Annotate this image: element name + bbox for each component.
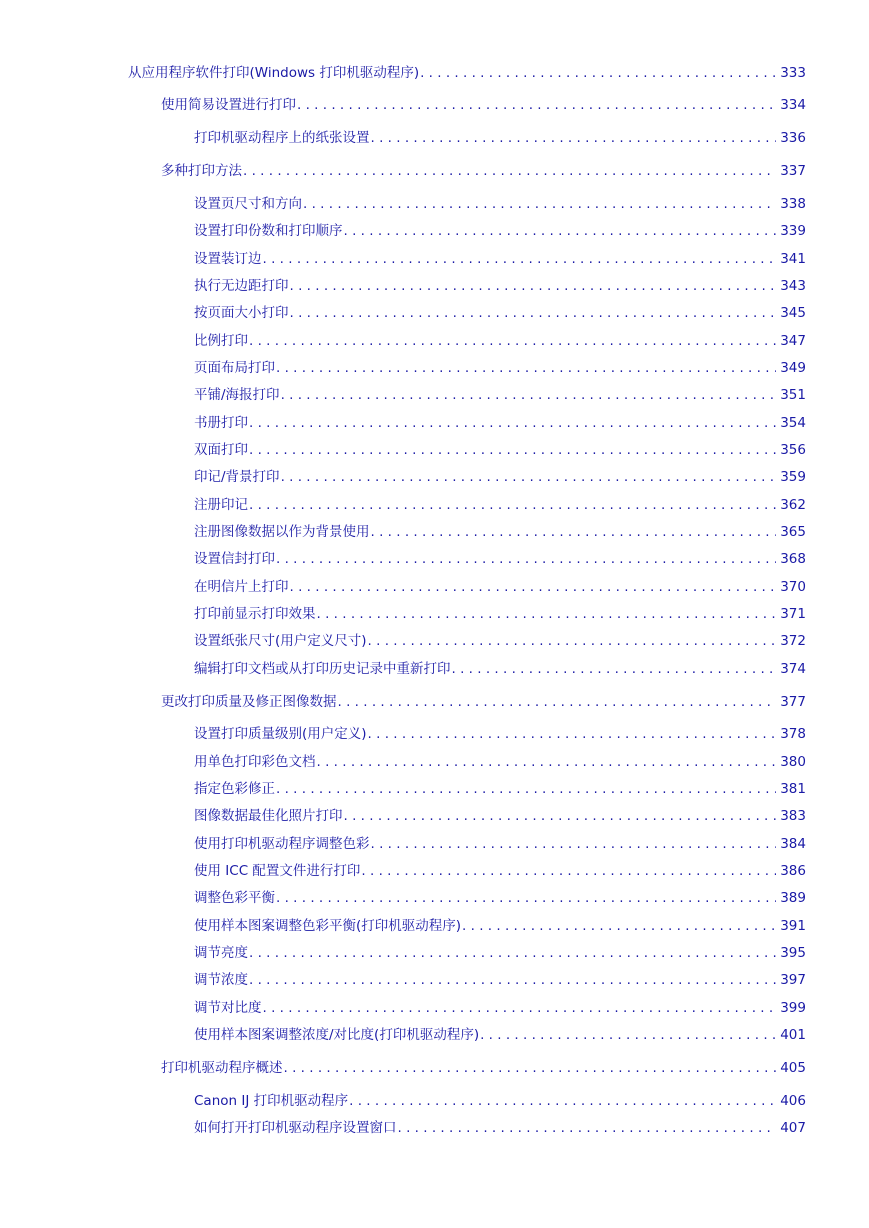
toc-entry-title: 从应用程序软件打印(Windows 打印机驱动程序): [128, 65, 420, 81]
toc-leader-dots: [349, 1092, 776, 1110]
toc-entry-page-number: 359: [780, 469, 806, 485]
toc-entry[interactable]: [194, 917, 806, 935]
toc-leader-dots: [290, 304, 777, 322]
toc-entry[interactable]: [194, 414, 806, 432]
toc-leader-dots: [371, 835, 777, 853]
toc-entry-page-number: 389: [780, 890, 806, 906]
toc-entry[interactable]: [194, 359, 806, 377]
toc-entry[interactable]: [194, 1026, 806, 1044]
toc-leader-dots: [290, 578, 777, 596]
toc-entry[interactable]: [194, 578, 806, 596]
toc-entry[interactable]: [161, 96, 806, 114]
toc-leader-dots: [276, 550, 776, 568]
toc-entry-page-number: 401: [780, 1027, 806, 1043]
toc-entry-page-number: 351: [780, 387, 806, 403]
toc-entry-title: 使用样本图案调整浓度/对比度(打印机驱动程序): [194, 1027, 480, 1043]
toc-leader-dots: [263, 250, 777, 268]
toc-entry-page-number: 345: [780, 305, 806, 321]
toc-entry[interactable]: [194, 332, 806, 350]
toc-leader-dots: [317, 605, 777, 623]
toc-entry-page-number: 339: [780, 223, 806, 239]
toc-entry[interactable]: [194, 753, 806, 771]
toc-entry-page-number: 374: [780, 661, 806, 677]
toc-entry[interactable]: [161, 162, 806, 180]
toc-entry-title: 设置纸张尺寸(用户定义尺寸): [194, 633, 367, 649]
toc-entry-title: 印记/背景打印: [194, 469, 280, 485]
toc-entry-title: 使用样本图案调整色彩平衡(打印机驱动程序): [194, 918, 462, 934]
toc-leader-dots: [281, 386, 776, 404]
toc-entry-page-number: 386: [780, 863, 806, 879]
toc-entry-page-number: 380: [780, 754, 806, 770]
toc-leader-dots: [462, 917, 776, 935]
toc-entry[interactable]: [194, 222, 806, 240]
toc-entry-page-number: 378: [780, 726, 806, 742]
toc-entry-title: 打印机驱动程序概述: [161, 1060, 283, 1076]
toc-entry-title: 指定色彩修正: [194, 781, 275, 797]
toc-entry-page-number: 399: [780, 1000, 806, 1016]
toc-leader-dots: [480, 1026, 776, 1044]
toc-entry[interactable]: [194, 386, 806, 404]
toc-entry-title: 执行无边距打印: [194, 278, 289, 294]
toc-leader-dots: [317, 753, 777, 771]
toc-entry-title: 编辑打印文档或从打印历史记录中重新打印: [194, 661, 451, 677]
toc-entry[interactable]: [194, 605, 806, 623]
toc-entry[interactable]: [194, 250, 806, 268]
toc-entry[interactable]: [194, 1092, 806, 1110]
toc-leader-dots: [284, 1059, 777, 1077]
toc-entry[interactable]: [194, 660, 806, 678]
toc-leader-dots: [249, 944, 776, 962]
toc-leader-dots: [276, 889, 776, 907]
toc-entry[interactable]: [194, 780, 806, 798]
toc-entry-page-number: 406: [780, 1093, 806, 1109]
toc-leader-dots: [276, 359, 776, 377]
toc-entry-title: 更改打印质量及修正图像数据: [161, 694, 337, 710]
toc-entry-page-number: 377: [780, 694, 806, 710]
toc-entry-page-number: 338: [780, 196, 806, 212]
toc-leader-dots: [249, 414, 776, 432]
toc-entry-title: 调节浓度: [194, 972, 248, 988]
toc-entry-title: 比例打印: [194, 333, 248, 349]
toc-entry-page-number: 341: [780, 251, 806, 267]
toc-leader-dots: [344, 807, 777, 825]
toc-entry-page-number: 349: [780, 360, 806, 376]
toc-leader-dots: [361, 862, 776, 880]
toc-entry-page-number: 384: [780, 836, 806, 852]
toc-entry-page-number: 368: [780, 551, 806, 567]
toc-entry-title: 设置打印质量级别(用户定义): [194, 726, 367, 742]
toc-entry-title: 双面打印: [194, 442, 248, 458]
toc-entry-page-number: 397: [780, 972, 806, 988]
toc-entry-page-number: 347: [780, 333, 806, 349]
toc-leader-dots: [371, 129, 777, 147]
toc-entry-page-number: 362: [780, 497, 806, 513]
toc-entry[interactable]: [194, 807, 806, 825]
toc-entry-page-number: 405: [780, 1060, 806, 1076]
toc-entry-title: Canon IJ 打印机驱动程序: [194, 1093, 349, 1109]
toc-entry[interactable]: [194, 195, 806, 213]
toc-entry[interactable]: [194, 277, 806, 295]
toc-leader-dots: [276, 780, 776, 798]
toc-leader-dots: [338, 693, 777, 711]
toc-entry-title: 打印前显示打印效果: [194, 606, 316, 622]
toc-entry[interactable]: [194, 129, 806, 147]
toc-entry-title: 平铺/海报打印: [194, 387, 280, 403]
toc-entry[interactable]: [194, 523, 806, 541]
toc-entry[interactable]: [161, 1059, 806, 1077]
toc-entry-title: 注册图像数据以作为背景使用: [194, 524, 370, 540]
toc-entry[interactable]: [194, 944, 806, 962]
toc-leader-dots: [249, 441, 776, 459]
toc-entry-page-number: 383: [780, 808, 806, 824]
toc-leader-dots: [249, 332, 776, 350]
toc-entry-title: 设置信封打印: [194, 551, 275, 567]
toc-entry-page-number: 343: [780, 278, 806, 294]
toc-entry[interactable]: [194, 632, 806, 650]
toc-entry-page-number: 391: [780, 918, 806, 934]
toc-leader-dots: [249, 971, 776, 989]
toc-entry-page-number: 407: [780, 1120, 806, 1136]
toc-leader-dots: [281, 468, 776, 486]
toc-leader-dots: [303, 195, 776, 213]
toc-entry-page-number: 334: [780, 97, 806, 113]
toc-entry-page-number: 381: [780, 781, 806, 797]
toc-entry-title: 使用简易设置进行打印: [161, 97, 296, 113]
toc-entry-page-number: 336: [780, 130, 806, 146]
toc-entry[interactable]: [194, 304, 806, 322]
toc-entry[interactable]: [194, 725, 806, 743]
toc-entry-title: 页面布局打印: [194, 360, 275, 376]
toc-entry[interactable]: [194, 971, 806, 989]
toc-entry[interactable]: [194, 999, 806, 1017]
toc-entry-title: 设置打印份数和打印顺序: [194, 223, 343, 239]
toc-leader-dots: [368, 725, 776, 743]
toc-entry-title: 按页面大小打印: [194, 305, 289, 321]
toc-entry-title: 打印机驱动程序上的纸张设置: [194, 130, 370, 146]
toc-entry[interactable]: [194, 862, 806, 880]
toc-entry[interactable]: [194, 1119, 806, 1137]
toc-entry-page-number: 354: [780, 415, 806, 431]
toc-entry[interactable]: [194, 835, 806, 853]
toc-leader-dots: [420, 64, 776, 82]
toc-leader-dots: [249, 496, 776, 514]
toc-leader-dots: [243, 162, 776, 180]
toc-entry[interactable]: [194, 496, 806, 514]
toc-entry-page-number: 365: [780, 524, 806, 540]
toc-entry-title: 如何打开打印机驱动程序设置窗口: [194, 1120, 397, 1136]
toc-entry-page-number: 337: [780, 163, 806, 179]
toc-entry-title: 用单色打印彩色文档: [194, 754, 316, 770]
toc-entry-page-number: 333: [780, 65, 806, 81]
toc-entry[interactable]: [194, 468, 806, 486]
toc-entry-title: 设置页尺寸和方向: [194, 196, 302, 212]
toc-entry-title: 使用 ICC 配置文件进行打印: [194, 863, 361, 879]
toc-leader-dots: [297, 96, 776, 114]
toc-entry-title: 使用打印机驱动程序调整色彩: [194, 836, 370, 852]
toc-entry-title: 调整色彩平衡: [194, 890, 275, 906]
toc-entry[interactable]: [194, 889, 806, 907]
toc-entry-page-number: 395: [780, 945, 806, 961]
toc-entry-page-number: 370: [780, 579, 806, 595]
toc-entry-title: 图像数据最佳化照片打印: [194, 808, 343, 824]
toc-entry-page-number: 371: [780, 606, 806, 622]
toc-entry-page-number: 372: [780, 633, 806, 649]
toc-entry-title: 调节亮度: [194, 945, 248, 961]
toc-leader-dots: [263, 999, 777, 1017]
toc-entry[interactable]: [194, 441, 806, 459]
toc-leader-dots: [371, 523, 777, 541]
toc-entry-title: 多种打印方法: [161, 163, 242, 179]
toc-leader-dots: [368, 632, 776, 650]
toc-entry-title: 在明信片上打印: [194, 579, 289, 595]
toc-entry-title: 书册打印: [194, 415, 248, 431]
toc-leader-dots: [398, 1119, 777, 1137]
toc-entry-title: 调节对比度: [194, 1000, 262, 1016]
toc-entry[interactable]: [128, 64, 806, 82]
toc-entry[interactable]: [161, 693, 806, 711]
toc-entry-page-number: 356: [780, 442, 806, 458]
toc-entry[interactable]: [194, 550, 806, 568]
toc-entry-title: 注册印记: [194, 497, 248, 513]
toc-leader-dots: [290, 277, 777, 295]
toc-leader-dots: [452, 660, 777, 678]
toc-leader-dots: [344, 222, 777, 240]
toc-entry-title: 设置装订边: [194, 251, 262, 267]
